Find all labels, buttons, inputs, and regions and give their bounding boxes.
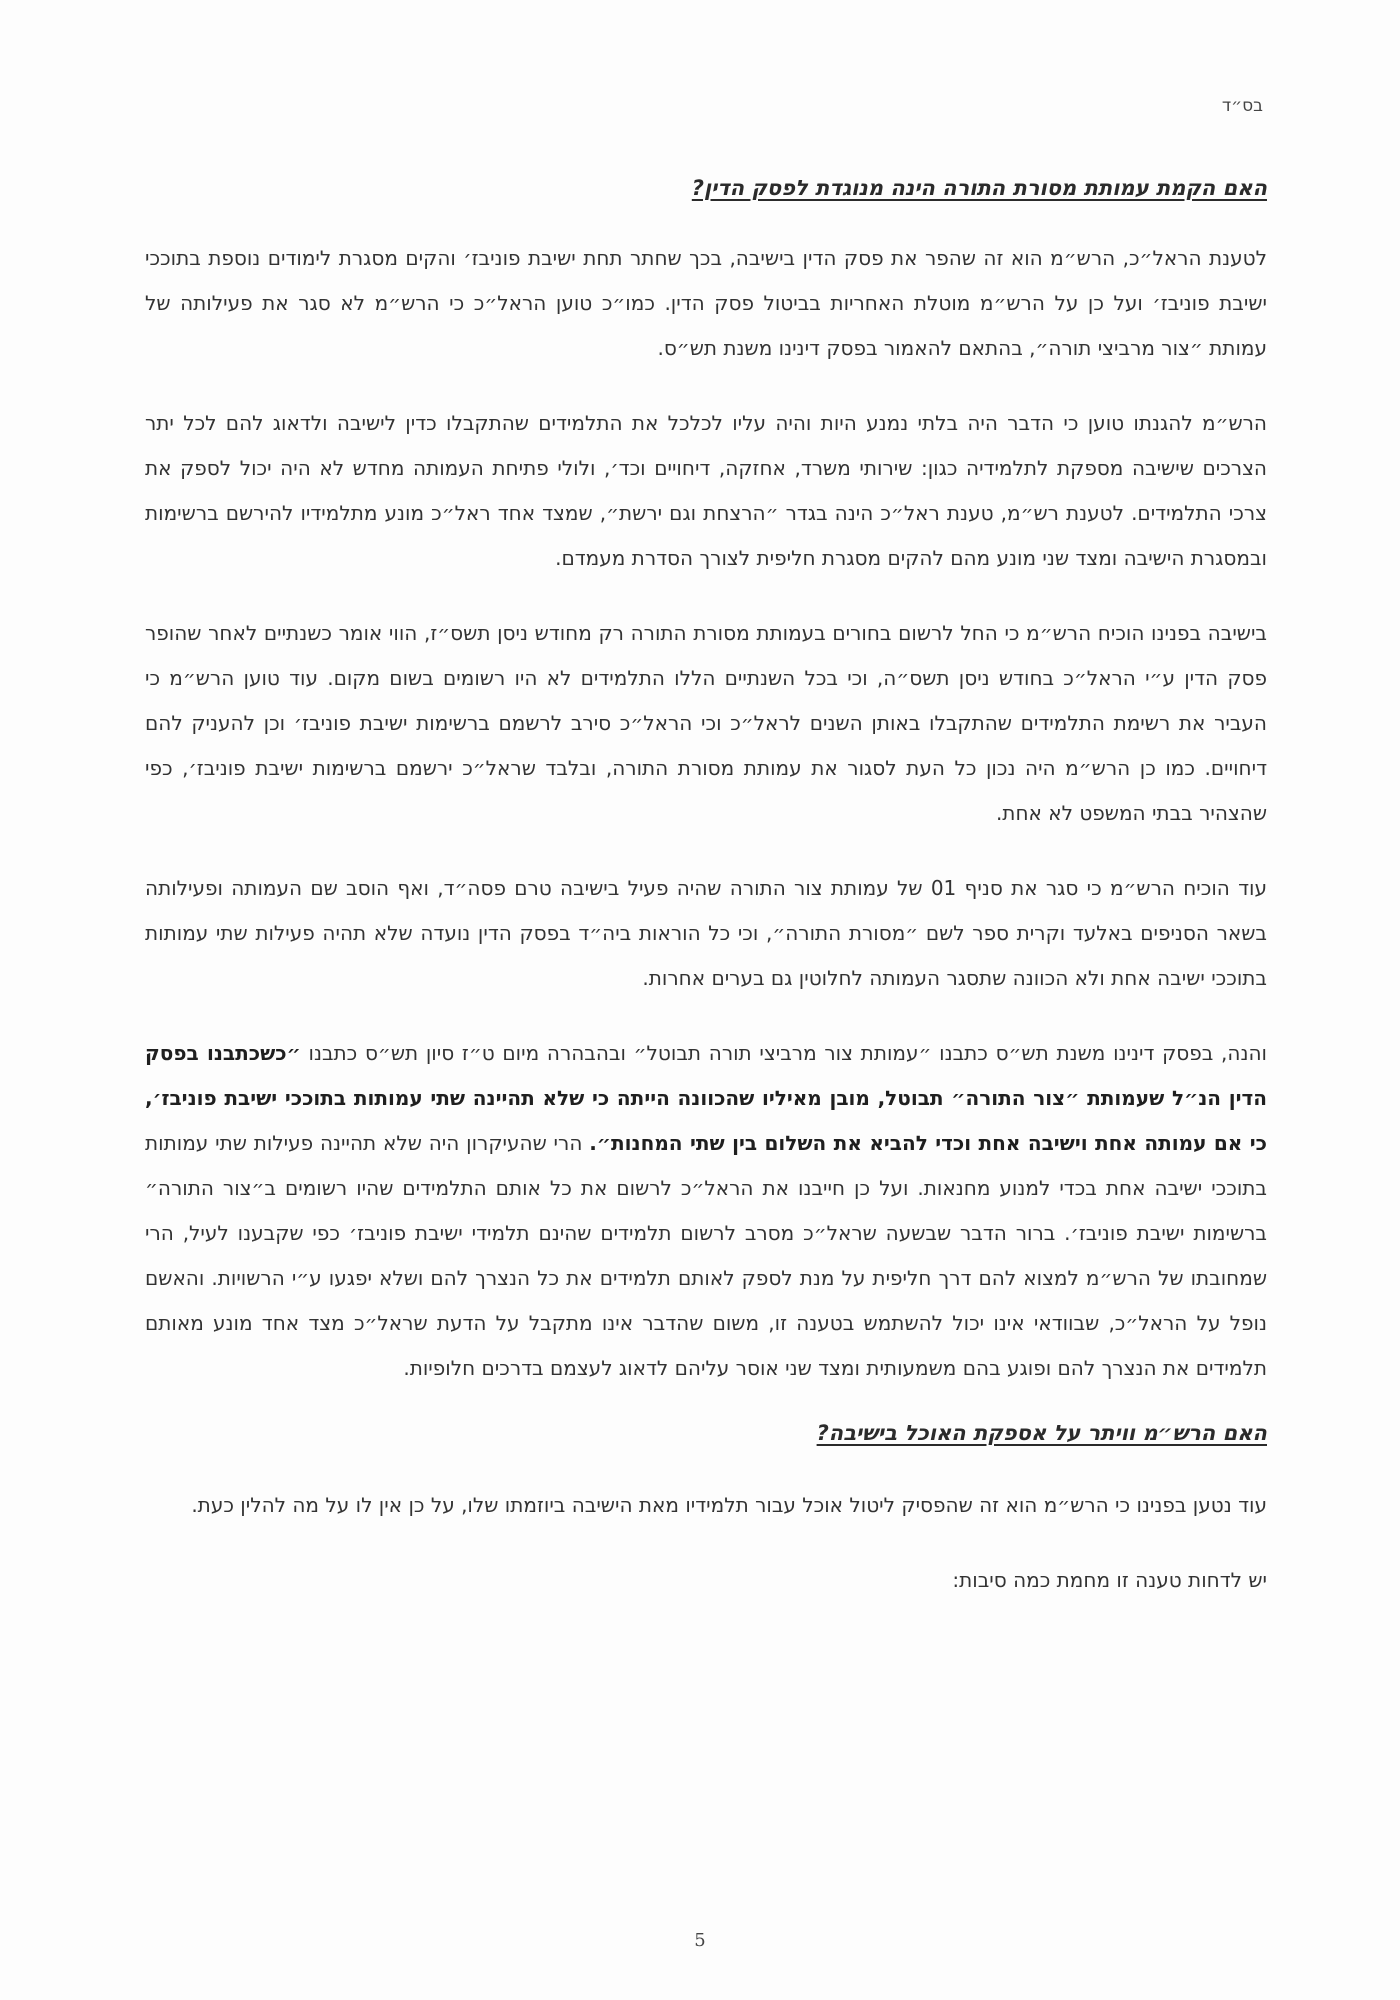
paragraph-2: הרש״מ להגנתו טוען כי הדבר היה בלתי נמנע היות והיה עליו לכלכל את התלמידים שהתקבלו כדין לישיבה ולדאוג להם לכל יתר הצרכים שישיבה מספקת לתלמידיה כגון: שירותי משרד, אחזקה, דיחויים וכד׳, ולולי פתיחת העמותה מחדש לא היה יכול לספק את צרכי התלמידים. לטענת רש״מ, טענת ראל״כ הינה בגדר ״הרצחת וגם ירשת״, שמצד אחד ראל״כ מונע מתלמידיו להירשם ברשימות ובמסגרת הישיבה ומצד שני מונע מהם להקים מסגרת חליפית לצורך הסדרת מעמדם. <box>145 411 1267 570</box>
paragraph-5-bold-quote: ״כשכתבנו בפסק הדין הנ״ל שעמותת ״צור התורה״ תבוטל, מובן מאיליו שהכוונה הייתה כי שלא תהיינה שתי עמותות בתוככי ישיבת פוניבז׳, כי אם עמותה אחת וישיבה אחת וכדי להביא את השלום בין שתי המחנות״. <box>145 1041 1268 1155</box>
paragraph-7: יש לדחות טענה זו מחמת כמה סיבות: <box>952 1568 1267 1592</box>
paragraph-1: לטענת הראל״כ, הרש״מ הוא זה שהפר את פסק הדין בישיבה, בכך שחתר תחת ישיבת פוניבז׳ והקים מסגרת לימודים נוספת בתוככי ישיבת פוניבז׳ ועל כן על הרש״מ מוטלת האחריות בביטול פסק הדין. כמו״כ טוען הראל״כ כי הרש״מ לא סגר את פעילותה של עמותת ״צור מרביצי תורה״, בהתאם להאמור בפסק דינינו משנת תש״ס. <box>145 246 1267 360</box>
section-heading-1: האם הקמת עמותת מסורת התורה הינה מנוגדת לפסק הדין? <box>691 176 1267 200</box>
paragraph-6: עוד נטען בפנינו כי הרש״מ הוא זה שהפסיק ליטול אוכל עבור תלמידיו מאת הישיבה ביוזמתו שלו, על כן אין לו על מה להלין כעת. <box>191 1493 1267 1517</box>
document-body <box>145 170 1267 1603</box>
paragraph-5-text-b: הרי שהעיקרון היה שלא תהיינה פעילות שתי עמותות בתוככי ישיבה אחת בכדי למנוע מחנאות. ועל כן חייבנו את הראל״כ לרשום את כל אותם התלמידים שהיו רשומים ב״צור התורה״ ברשימות ישיבת פוניבז׳. ברור הדבר שבשעה שראל״כ מסרב לרשום תלמידים שהינם תלמידי ישיבת פוניבז׳ כפי שקבענו לעיל, הרי שמחובתו של הרש״מ למצוא להם דרך חליפית על מנת לספק לאותם תלמידים את כל הנצרך להם ושלא יפגעו ע״י הרשויות. והאשם נופל על הראל״כ, שבוודאי אינו יכול להשתמש בטענה זו, משום שהדבר אינו מתקבל על הדעת שראל״כ מצד אחד מונע מאותם תלמידים את הנצרך להם ופוגע בהם משמעותית ומצד שני אוסר עליהם לדאוג לעצמם בדרכים חלופיות. <box>145 1131 1267 1380</box>
paragraph-3: בישיבה בפנינו הוכיח הרש״מ כי החל לרשום בחורים בעמותת מסורת התורה רק מחודש ניסן תשס״ז, הווי אומר כשנתיים לאחר שהופר פסק הדין ע״י הראל״כ בחודש ניסן תשס״ה, וכי בכל השנתיים הללו התלמידים לא היו רשומים בשום מקום. עוד טוען הרש״מ כי העביר את רשימת התלמידים שהתקבלו באותן השנים לראל״כ וכי הראל״כ סירב לרשמם ברשימות ישיבת פוניבז׳ וכן להעניק להם דיחויים. כמו כן הרש״מ היה נכון כל העת לסגור את עמותת מסורת התורה, ובלבד שראל״כ ירשמם ברשימות ישיבת פוניבז׳, כפי שהצהיר בבתי המשפט לא אחת. <box>145 621 1267 825</box>
paragraph-4: עוד הוכיח הרש״מ כי סגר את סניף 01 של עמותת צור התורה שהיה פעיל בישיבה טרם פסה״ד, ואף הוסב שם העמותה ופעילותה בשאר הסניפים באלעד וקרית ספר לשם ״מסורת התורה״, וכי כל הוראות ביה״ד בפסק הדין נועדה שלא תהיה פעילות שתי עמותות בתוככי ישיבה אחת ולא הכוונה שתסגר העמותה לחלוטין גם בערים אחרות. <box>145 876 1268 990</box>
section-heading-2: האם הרש״מ וויתר על אספקת האוכל בישיבה? <box>816 1421 1267 1445</box>
header-mark: בס״ד <box>1221 96 1263 116</box>
paragraph-5 <box>145 1031 1267 1391</box>
paragraph-5-text-a: והנה, בפסק דינינו משנת תש״ס כתבנו ״עמותת צור מרביצי תורה תבוטל״ ובהבהרה מיום ט״ז סיון תש״ס כתבנו <box>300 1041 1267 1065</box>
page-number: 5 <box>694 1930 706 1951</box>
